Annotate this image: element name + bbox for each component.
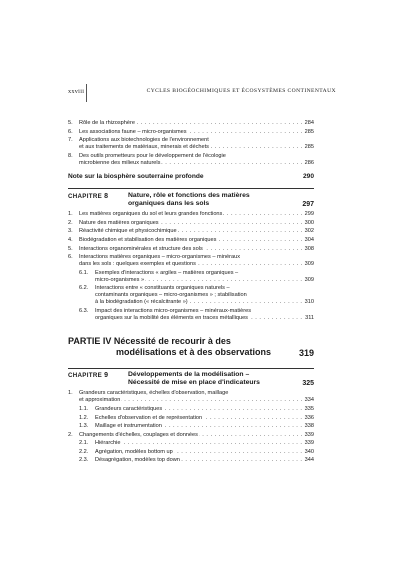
- toc-entry[interactable]: [68, 153, 314, 167]
- entry-number: 1.1.: [79, 405, 89, 412]
- entry-page: 308: [304, 245, 314, 252]
- entry-title: Impact des interactions micro-organismes – minéraux-matières: [95, 307, 252, 314]
- chapter-page: 297: [302, 201, 314, 209]
- chapter-rule: [68, 368, 314, 369]
- entry-title: Hiérarchie: [95, 440, 121, 447]
- note-title: Note sur la biosphère souterraine profonde: [68, 173, 204, 181]
- toc-entry[interactable]: [68, 137, 314, 151]
- toc-entry[interactable]: [68, 120, 314, 127]
- entry-number: 6.: [68, 254, 73, 261]
- entry-page: 335: [304, 405, 314, 412]
- entry-title: Les matières organiques du sol et leurs grandes fonctions: [79, 211, 223, 218]
- toc-entry[interactable]: [68, 220, 314, 227]
- entry-title: Changements d'échelles, couplages et données: [79, 431, 198, 438]
- entry-title: Nature des matières organiques: [79, 219, 159, 226]
- entry-page: 300: [304, 219, 314, 226]
- chapter-rule: [68, 188, 314, 189]
- entry-page: 302: [304, 228, 314, 235]
- entry-number: 1.2.: [79, 414, 89, 421]
- toc-entry[interactable]: [68, 211, 314, 218]
- entry-title: Des outils prometteurs pour le développement de l'écologie: [79, 152, 226, 159]
- chapter-9-entries: [68, 390, 314, 466]
- toc-entry[interactable]: [68, 308, 314, 322]
- entry-title: Biodégradation et stabilisation des matières organiques: [79, 236, 217, 243]
- entry-title: organiques sur la mobilité des éléments en traces métalliques: [95, 314, 248, 321]
- entry-number: 6.1.: [79, 269, 89, 276]
- page-header: [68, 88, 336, 102]
- section-entries: [68, 120, 314, 168]
- toc-entry[interactable]: [68, 270, 314, 284]
- entry-number: 5.: [68, 245, 73, 252]
- toc-entry[interactable]: [68, 415, 314, 422]
- entry-title: Applications aux biotechnologies de l'environnement: [79, 137, 209, 144]
- note-page: 290: [302, 173, 314, 181]
- entry-number: 8.: [68, 152, 73, 159]
- toc-entry[interactable]: [68, 432, 314, 439]
- chapter-8-entries: [68, 211, 314, 323]
- entry-title: Rôle de la rhizosphère: [79, 120, 135, 126]
- toc-entry[interactable]: [68, 285, 314, 306]
- entry-title: Échelles d'observation et de représentation: [95, 414, 203, 421]
- toc-entry[interactable]: [68, 449, 314, 456]
- table-of-contents: [68, 120, 314, 466]
- toc-entry[interactable]: [68, 390, 314, 404]
- toc-entry[interactable]: [68, 457, 314, 464]
- entry-title: Désagrégation, modèles top down: [95, 457, 180, 464]
- chapter-title: Développements de la modélisation – Nécessité de mise en place d'indicateurs: [128, 371, 260, 387]
- entry-title: Interactions matières organiques – micro-organismes – minéraux: [79, 254, 241, 261]
- entry-title: dans les sols : quelques exemples et questions: [79, 261, 196, 268]
- entry-title: Interactions entre « constituants organiques naturels –: [95, 285, 230, 292]
- note-entry[interactable]: [68, 173, 314, 180]
- entry-page: 339: [304, 431, 314, 438]
- entry-number: 1.3.: [79, 423, 89, 430]
- entry-title: microbienne des milieux naturels: [79, 159, 161, 166]
- toc-entry[interactable]: [68, 254, 314, 268]
- entry-page: 339: [304, 440, 314, 447]
- entry-number: 6.2.: [79, 285, 89, 292]
- entry-number: 2.1.: [79, 440, 89, 447]
- toc-entry[interactable]: [68, 406, 314, 413]
- part-title: PARTIE IV Nécessité de recourir à des modélisations et à des observations: [68, 335, 272, 357]
- entry-page: 309: [304, 261, 314, 268]
- chapter-label: CHAPITRE 8: [68, 193, 109, 201]
- entry-page: 304: [304, 236, 314, 243]
- chapter-title: Nature, rôle et fonctions des matières organiques dans les sols: [128, 192, 250, 208]
- entry-title: Grandeurs caractéristiques: [95, 405, 163, 412]
- entry-page: 285: [304, 128, 314, 135]
- entry-title: et approximation: [79, 397, 121, 404]
- running-title: CYCLES BIOGÉOCHIMIQUES ET ÉCOSYSTÈMES CONTINENTAUX: [146, 88, 336, 94]
- entry-title: Réactivité chimique et physicochimique: [79, 228, 177, 235]
- entry-number: 7.: [68, 137, 73, 144]
- toc-entry[interactable]: [68, 423, 314, 430]
- entry-page: 334: [304, 397, 314, 404]
- toc-entry[interactable]: [68, 129, 314, 136]
- entry-number: 2.3.: [79, 457, 89, 464]
- entry-title: Les associations faune – micro-organismes: [79, 128, 187, 135]
- entry-page: 336: [304, 414, 314, 421]
- entry-number: 6.: [68, 128, 73, 135]
- entry-page: 309: [304, 276, 314, 283]
- page-folio: xxviii: [68, 88, 85, 95]
- entry-page: 340: [304, 448, 314, 455]
- entry-page: 311: [305, 314, 314, 321]
- entry-page: 338: [304, 423, 314, 430]
- toc-entry[interactable]: [68, 246, 314, 253]
- toc-entry[interactable]: [68, 440, 314, 447]
- entry-page: 286: [304, 159, 314, 166]
- chapter-8-heading[interactable]: [68, 192, 314, 208]
- chapter-9-heading[interactable]: [68, 371, 314, 387]
- entry-page: 284: [304, 120, 314, 126]
- header-divider: [86, 84, 87, 102]
- entry-number: 2.: [68, 219, 73, 226]
- entry-page: 285: [304, 144, 314, 151]
- entry-page: 344: [304, 457, 314, 464]
- entry-title: à la biodégradation (« récalcitrante »): [95, 299, 188, 306]
- entry-page: 310: [304, 299, 314, 306]
- entry-number: 4.: [68, 236, 73, 243]
- chapter-label: CHAPITRE 9: [68, 372, 109, 380]
- entry-title: Maillage et instrumentation: [95, 423, 162, 430]
- toc-entry[interactable]: [68, 237, 314, 244]
- entry-title: contaminants organiques – micro-organismes » ; stabilisation: [95, 292, 247, 299]
- entry-number: 2.: [68, 431, 73, 438]
- entry-number: 3.: [68, 228, 73, 235]
- entry-number: 1.: [68, 390, 73, 397]
- entry-number: 2.2.: [79, 448, 89, 455]
- entry-title: Grandeurs caractéristiques, échelles d'observation, maillage: [79, 390, 229, 397]
- entry-title: Exemples d'interactions « argiles – matières organiques –: [95, 269, 239, 276]
- entry-page: 299: [304, 211, 314, 218]
- entry-title: Interactions organominérales et structure des sols: [79, 245, 203, 252]
- entry-number: 6.3.: [79, 307, 89, 314]
- part-4-heading[interactable]: [68, 336, 314, 358]
- entry-title: micro-organismes »: [95, 276, 145, 283]
- part-page: 319: [298, 347, 314, 358]
- entry-number: 1.: [68, 211, 73, 218]
- entry-title: et aux traitements de matériaux, minerais et déchets: [79, 144, 209, 151]
- entry-number: 5.: [68, 120, 73, 126]
- chapter-page: 325: [302, 380, 314, 388]
- toc-entry[interactable]: [68, 228, 314, 235]
- entry-title: Agrégation, modèles bottom up: [95, 448, 173, 455]
